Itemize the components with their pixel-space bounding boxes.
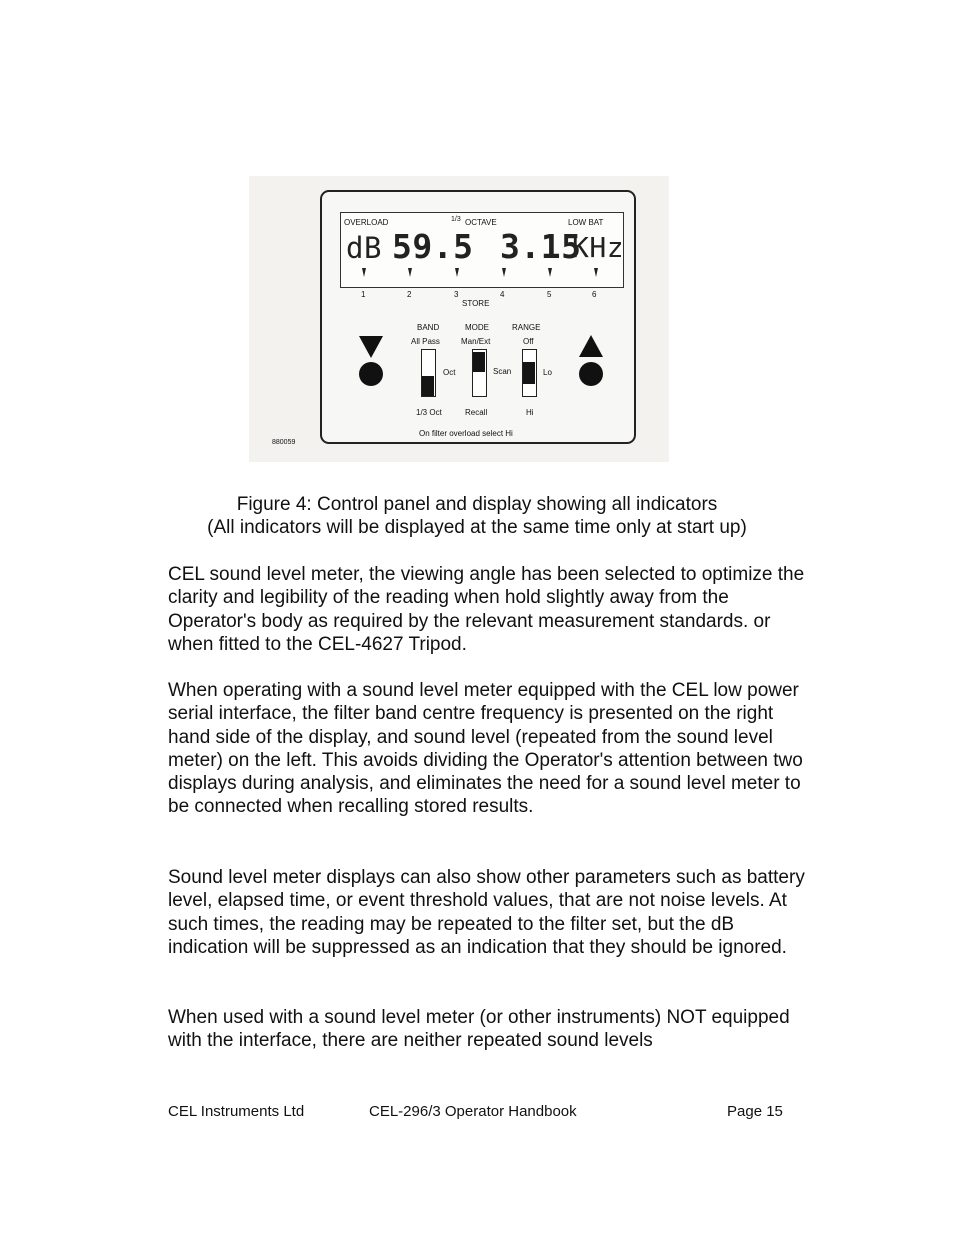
mode-title: MODE [465,323,489,332]
db-unit: dB [346,231,382,265]
band-title: BAND [417,323,440,332]
part-number: 880059 [272,439,296,446]
mode-top-label: Man/Ext [461,337,491,346]
paragraph-serial-interface: When operating with a sound level meter equipped with the CEL low power serial interface, the filter band centre frequency is presented on the right hand side of the display, and sound level (repeated from the sound level meter) on the left. This avoids dividing the Operator's attention between two displays during analysis, and eliminates the need for a sound level meter to be connected when recalling stored results. [168,680,803,818]
range-mid-label: Lo [543,368,552,377]
range-top-label: Off [523,337,534,346]
mode-switch [472,349,487,397]
range-switch-knob [523,362,535,384]
figure-caption-line-1: Figure 4: Control panel and display showing all indicators [236,494,718,515]
band-bottom-label: 1/3 Oct [416,408,442,417]
marker-6 [594,268,598,277]
mode-bottom-label: Recall [465,408,488,417]
overload-indicator: OVERLOAD [344,218,389,227]
khz-unit: KHz [572,231,625,264]
up-button [579,362,603,386]
marker-label-3: 3 [454,290,459,299]
low-bat-indicator: LOW BAT [568,218,604,227]
overload-note: On filter overload select Hi [419,429,513,438]
range-bottom-label: Hi [526,408,534,417]
marker-5 [548,268,552,277]
third-octave-fraction: 1/3 [451,216,461,223]
marker-1 [362,268,366,277]
level-reading: 59.5 [392,227,474,266]
mode-switch-knob [473,352,485,372]
range-switch [522,349,537,397]
marker-2 [408,268,412,277]
marker-label-2: 2 [407,290,412,299]
down-arrow-icon [359,336,383,358]
marker-label-6: 6 [592,290,597,299]
band-top-label: All Pass [411,337,440,346]
band-switch [421,349,436,397]
range-title: RANGE [512,323,541,332]
marker-4 [502,268,506,277]
octave-indicator: OCTAVE [465,218,497,227]
marker-label-4: 4 [500,290,505,299]
paragraph-other-parameters: Sound level meter displays can also show other parameters such as battery level, elapsed time, or event threshold values, that are not noise levels. At such times, the reading may be repeated to the filter set, but the dB indication will be suppressed as an indication that they should be ignored. [168,867,805,958]
figure-caption-line-2: (All indicators will be displayed at the same time only at start up) [207,517,747,538]
paragraph-viewing-angle: CEL sound level meter, the viewing angle has been selected to optimize the clarity and legibility of the reading when hold slightly away from the Operator's body as required by the relevant measurement standards. or when fitted to the CEL-4627 Tripod. [168,564,805,655]
footer-title: CEL-296/3 Operator Handbook [369,1103,577,1120]
footer-company: CEL Instruments Ltd [168,1103,305,1120]
footer-page-number: Page 15 [727,1103,783,1120]
marker-label-1: 1 [361,290,366,299]
band-mid-label: Oct [443,368,456,377]
frequency-reading: 3.15 [500,227,582,266]
mode-mid-label: Scan [493,367,512,376]
up-arrow-icon [579,335,603,357]
marker-label-5: 5 [547,290,552,299]
paragraph-without-interface: When used with a sound level meter (or other instruments) NOT equipped with the interface, there are neither repeated sound levels [168,1007,790,1052]
marker-3 [455,268,459,277]
band-switch-knob [422,376,434,396]
store-label: STORE [462,299,490,308]
down-button [359,362,383,386]
